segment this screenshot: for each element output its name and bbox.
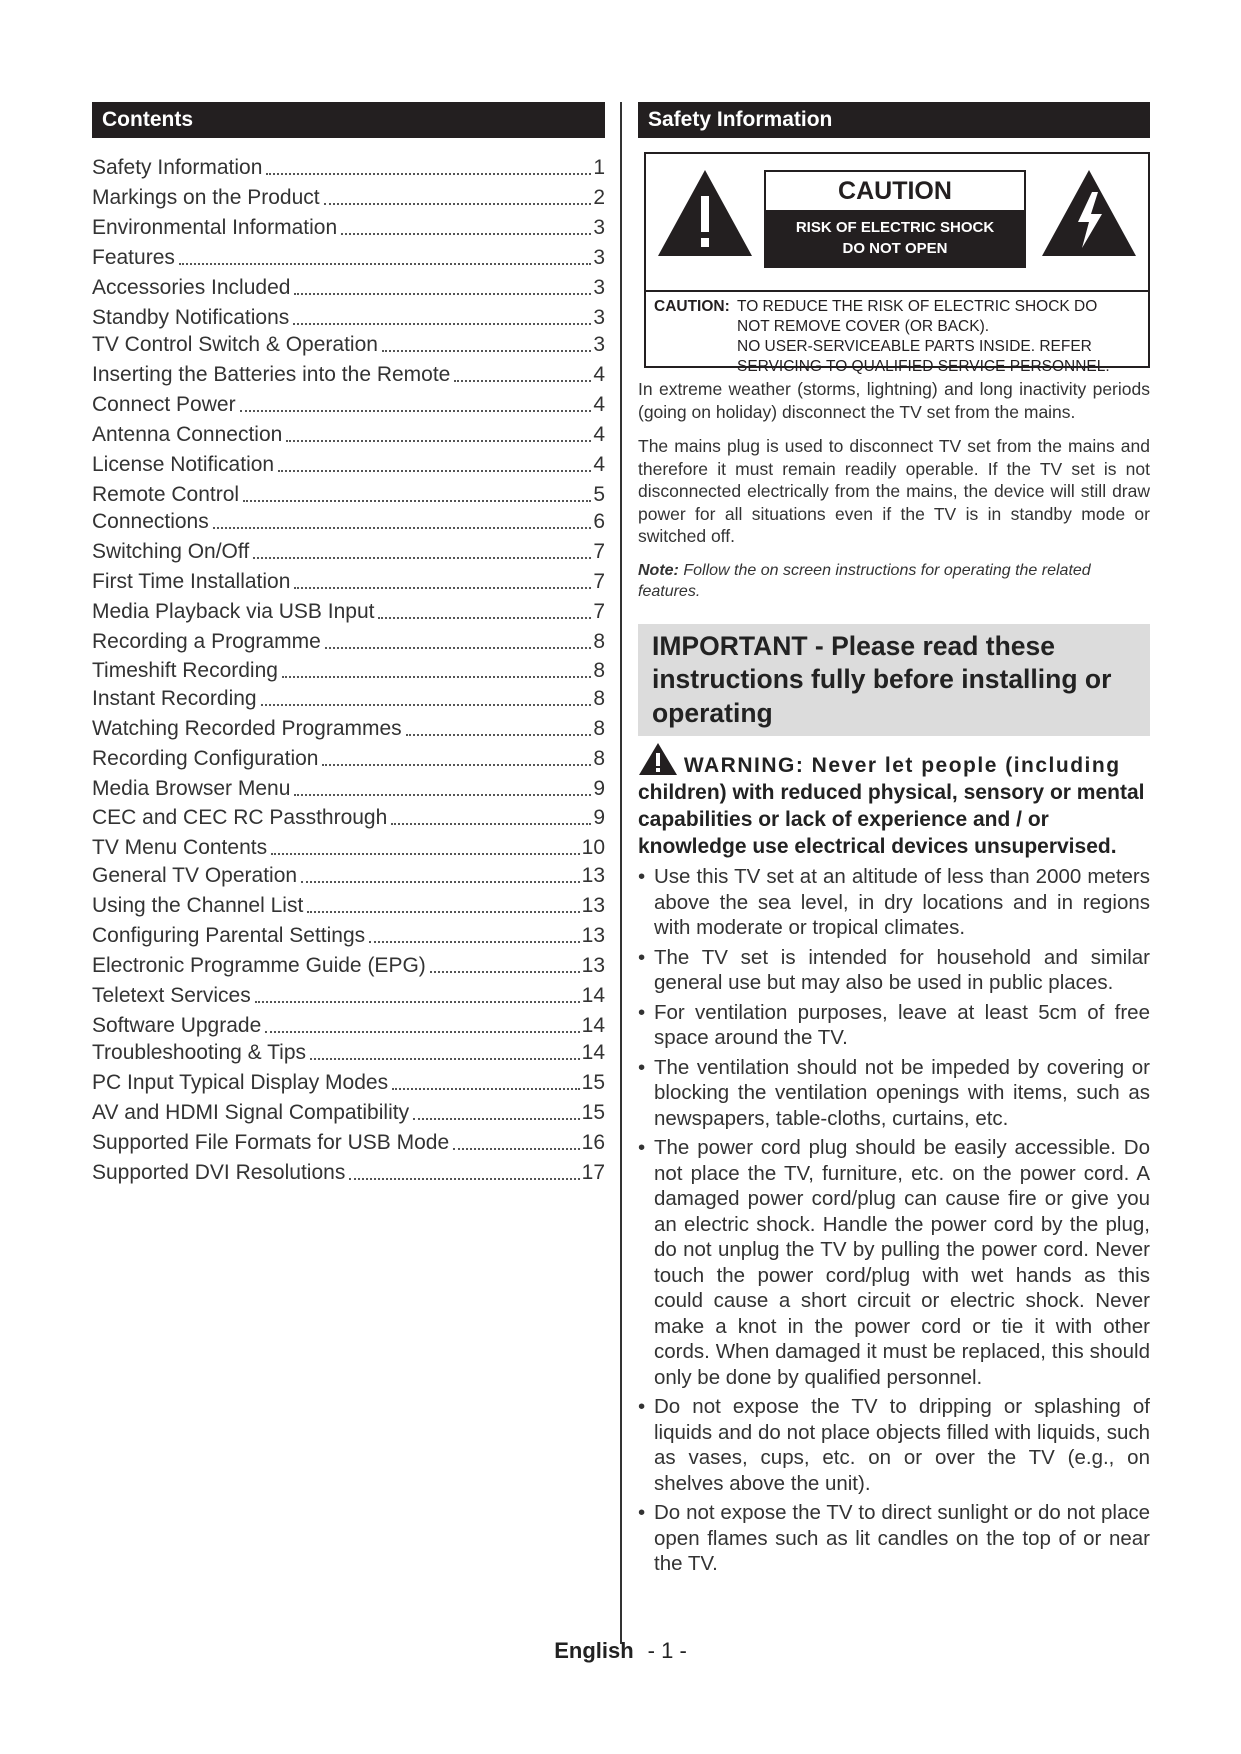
toc-entry [92, 948, 605, 978]
toc-entry [92, 417, 605, 447]
toc-entry [92, 210, 605, 240]
toc-leader-dots [294, 793, 591, 796]
safety-bullet-item: • The ventilation should not be impeded by covering or blocking the ventilation openings with items, such as newspapers, table-cloths, curtains, etc. [638, 1055, 1150, 1132]
toc-leader-dots [282, 675, 591, 678]
toc-entry-page: 8 [593, 659, 605, 682]
toc-entry-title: Using the Channel List [92, 894, 304, 917]
toc-entry-title: Switching On/Off [92, 540, 250, 563]
toc-entry-title: General TV Operation [92, 864, 298, 887]
toc-entry [92, 888, 605, 918]
toc-entry-title: First Time Installation [92, 570, 291, 593]
toc-entry [92, 1035, 605, 1065]
toc-entry-title: Timeshift Recording [92, 659, 278, 682]
toc-entry-page: 15 [581, 1101, 605, 1124]
toc-leader-dots [266, 172, 591, 175]
toc-entry [92, 534, 605, 564]
toc-entry-page: 4 [593, 393, 605, 416]
contents-heading: Contents [92, 102, 605, 138]
safety-bullet-item: • The TV set is intended for household and similar general use but may also be used in public places. [638, 945, 1150, 996]
mains-plug-paragraph: The mains plug is used to disconnect TV set from the mains and therefore it must remain readily operable. If the TV set is not disconnected electrically from the mains, the device will still draw power for all situations even if the TV is in standby mode or switched off. [638, 436, 1150, 546]
toc-entry-title: PC Input Typical Display Modes [92, 1071, 389, 1094]
toc-entry-page: 8 [593, 717, 605, 740]
toc-entry-title: Supported DVI Resolutions [92, 1161, 346, 1184]
toc-entry-title: Software Upgrade [92, 1014, 262, 1037]
caution-box [644, 152, 1150, 375]
caution-text-line-3: NO USER-SERVICEABLE PARTS INSIDE. REFER [737, 338, 1092, 355]
toc-entry-title: Connections [92, 510, 209, 533]
warning-heading: WARNING: Never let people (including [683, 754, 1121, 777]
toc-entry-page: 3 [593, 333, 605, 356]
page-footer [0, 1638, 1241, 1664]
safety-bullet-item: • For ventilation purposes, leave at least 5cm of free space around the TV. [638, 1000, 1150, 1051]
toc-entry-title: Recording Configuration [92, 747, 319, 770]
toc-leader-dots [392, 1087, 580, 1090]
toc-entry-page: 8 [593, 687, 605, 710]
toc-entry-title: Environmental Information [92, 216, 338, 239]
caution-label [764, 170, 1026, 268]
toc-entry-page: 8 [593, 747, 605, 770]
toc-entry-page: 16 [581, 1131, 605, 1154]
toc-entry [92, 240, 605, 270]
footer-language: English [554, 1638, 634, 1663]
toc-leader-dots [261, 703, 592, 706]
caution-text [654, 297, 1142, 377]
toc-entry-title: Instant Recording [92, 687, 257, 710]
toc-entry [92, 564, 605, 594]
toc-entry-title: Inserting the Batteries into the Remote [92, 363, 451, 386]
toc-entry-page: 4 [593, 423, 605, 446]
toc-leader-dots [293, 322, 591, 325]
toc-leader-dots [278, 469, 591, 472]
toc-entry-title: CEC and CEC RC Passthrough [92, 806, 388, 829]
toc-entry-page: 13 [581, 864, 605, 887]
toc-leader-dots [179, 262, 591, 265]
toc-entry-title: Markings on the Product [92, 186, 320, 209]
toc-leader-dots [271, 852, 580, 855]
toc-leader-dots [255, 1000, 580, 1003]
toc-entry-title: Troubleshooting & Tips [92, 1041, 307, 1064]
caution-text-line-1: TO REDUCE THE RISK OF ELECTRIC SHOCK DO [737, 298, 1098, 315]
toc-entry [92, 858, 605, 888]
toc-entry [92, 1155, 605, 1185]
toc-entry-page: 4 [593, 453, 605, 476]
toc-entry [92, 270, 605, 300]
toc-entry-title: Features [92, 246, 175, 269]
toc-leader-dots [294, 292, 591, 295]
toc-entry-page: 17 [581, 1161, 605, 1184]
toc-leader-dots [349, 1177, 579, 1180]
toc-entry-title: Antenna Connection [92, 423, 283, 446]
table-of-contents [92, 150, 605, 1320]
toc-leader-dots [253, 556, 591, 559]
toc-entry [92, 653, 605, 683]
toc-entry-page: 13 [581, 894, 605, 917]
toc-entry-page: 3 [593, 246, 605, 269]
contents-column [92, 102, 605, 1320]
safety-heading: Safety Information [638, 102, 1150, 138]
warning-icon [638, 742, 678, 776]
caution-subtitle [766, 212, 1024, 268]
toc-leader-dots [382, 349, 591, 352]
toc-leader-dots [240, 409, 592, 412]
caution-sub-line-2: DO NOT OPEN [842, 240, 948, 257]
toc-entry-page: 15 [581, 1071, 605, 1094]
toc-entry [92, 477, 605, 507]
toc-entry-page: 4 [593, 363, 605, 386]
toc-entry [92, 504, 605, 534]
toc-leader-dots [286, 439, 591, 442]
toc-entry-title: Supported File Formats for USB Mode [92, 1131, 450, 1154]
safety-bullet-item: • The power cord plug should be easily accessible. Do not place the TV, furniture, etc. on the power cord. A damaged power cord/plug can cause fire or give you an electric shock. Handle the power cord by the plug, do not unplug the TV by pulling the power cord. Never touch the power cord/plug with wet hands as this could cause a short circuit or electric shock. Never make a knot in the power cord or tie it with other cords. When damaged it must be replaced, this should only be done by qualified personnel. [638, 1135, 1150, 1390]
toc-entry [92, 1125, 605, 1155]
toc-leader-dots [430, 970, 580, 973]
caution-text-line-4: SERVICING TO QUALIFIED SERVICE PERSONNEL. [737, 358, 1110, 375]
warning-body: children) with reduced physical, sensory or mental capabilities or lack of experience and / or knowledge use electrical devices unsupervised. [638, 781, 1145, 858]
toc-leader-dots [322, 763, 591, 766]
weather-paragraph: In extreme weather (storms, lightning) and long inactivity periods (going on holiday) disconnect the TV set from the mains. [638, 379, 1150, 422]
toc-entry [92, 800, 605, 830]
toc-entry-title: Watching Recorded Programmes [92, 717, 402, 740]
toc-entry-page: 9 [593, 806, 605, 829]
toc-entry-page: 2 [593, 186, 605, 209]
toc-leader-dots [369, 940, 579, 943]
exclamation-warning-icon [656, 168, 754, 258]
toc-leader-dots [453, 1147, 579, 1150]
toc-entry-page: 14 [581, 984, 605, 1007]
important-banner: IMPORTANT - Please read these instructions fully before installing or operating [638, 624, 1150, 737]
toc-entry-page: 3 [593, 216, 605, 239]
toc-entry-page: 7 [593, 600, 605, 623]
warning-paragraph [638, 742, 1150, 860]
toc-leader-dots [307, 910, 579, 913]
toc-entry-page: 14 [581, 1014, 605, 1037]
toc-leader-dots [341, 232, 591, 235]
toc-leader-dots [294, 586, 591, 589]
toc-entry-title: Recording a Programme [92, 630, 321, 653]
toc-leader-dots [324, 202, 592, 205]
toc-entry-page: 13 [581, 924, 605, 947]
toc-leader-dots [310, 1057, 580, 1060]
toc-entry-title: Electronic Programme Guide (EPG) [92, 954, 426, 977]
caution-text-line-2: NOT REMOVE COVER (OR BACK). [737, 318, 990, 335]
toc-entry-page: 14 [581, 1041, 605, 1064]
toc-entry-page: 8 [593, 630, 605, 653]
caution-sub-line-1: RISK OF ELECTRIC SHOCK [795, 219, 995, 236]
column-divider [620, 102, 622, 1644]
toc-leader-dots [213, 526, 592, 529]
safety-bullet-item: • Use this TV set at an altitude of less than 2000 meters above the sea level, in dry locations and in regions with moderate or tropical climates. [638, 864, 1150, 941]
toc-leader-dots [454, 379, 591, 382]
toc-entry [92, 594, 605, 624]
toc-entry [92, 150, 605, 180]
toc-leader-dots [413, 1117, 580, 1120]
toc-entry [92, 624, 605, 654]
toc-entry-page: 9 [593, 777, 605, 800]
toc-entry-page: 5 [593, 483, 605, 506]
safety-bullet-list [638, 864, 1150, 1577]
toc-entry-page: 7 [593, 570, 605, 593]
caution-panel [646, 154, 1148, 292]
toc-entry-title: Standby Notifications [92, 306, 290, 329]
toc-leader-dots [391, 822, 591, 825]
toc-entry [92, 300, 605, 330]
toc-entry-page: 1 [593, 156, 605, 179]
toc-entry [92, 711, 605, 741]
toc-entry-page: 3 [593, 276, 605, 299]
safety-column [638, 102, 1150, 1581]
toc-entry [92, 447, 605, 477]
footer-page-number: - 1 - [647, 1638, 687, 1663]
toc-leader-dots [301, 880, 580, 883]
toc-entry-title: Connect Power [92, 393, 236, 416]
toc-entry-title: Safety Information [92, 156, 263, 179]
toc-entry [92, 327, 605, 357]
toc-entry-page: 13 [581, 954, 605, 977]
toc-leader-dots [406, 733, 592, 736]
toc-entry-page: 6 [593, 510, 605, 533]
toc-leader-dots [265, 1030, 579, 1033]
toc-entry [92, 771, 605, 801]
lightning-bolt-icon [1040, 168, 1138, 258]
toc-entry-page: 10 [581, 836, 605, 859]
note-paragraph [638, 560, 1150, 602]
toc-entry [92, 681, 605, 711]
toc-entry [92, 741, 605, 771]
toc-entry-title: Accessories Included [92, 276, 291, 299]
toc-leader-dots [243, 499, 591, 502]
caution-text-label: CAUTION: [654, 298, 730, 315]
toc-entry [92, 387, 605, 417]
toc-entry [92, 357, 605, 387]
toc-entry-page: 7 [593, 540, 605, 563]
toc-entry [92, 1008, 605, 1038]
toc-entry [92, 1065, 605, 1095]
toc-entry-title: Configuring Parental Settings [92, 924, 366, 947]
toc-entry-title: TV Menu Contents [92, 836, 268, 859]
toc-entry-page: 3 [593, 306, 605, 329]
note-text: Follow the on screen instructions for operating the related features. [638, 561, 1091, 600]
safety-bullet-item: • Do not expose the TV to dripping or splashing of liquids and do not place objects filled with liquids, such as vases, cups, etc. on or over the TV (e.g., on shelves above the unit). [638, 1394, 1150, 1496]
toc-entry [92, 1095, 605, 1125]
toc-entry-title: AV and HDMI Signal Compatibility [92, 1101, 410, 1124]
toc-leader-dots [378, 616, 591, 619]
caution-title: CAUTION [766, 172, 1024, 212]
toc-entry [92, 918, 605, 948]
toc-entry-title: Media Browser Menu [92, 777, 291, 800]
toc-entry-title: License Notification [92, 453, 275, 476]
toc-leader-dots [325, 646, 592, 649]
toc-entry-title: Remote Control [92, 483, 240, 506]
toc-entry-title: TV Control Switch & Operation [92, 333, 378, 356]
toc-entry [92, 830, 605, 860]
toc-entry [92, 978, 605, 1008]
safety-bullet-item: • Do not expose the TV to direct sunlight or do not place open flames such as lit candles on the top of or near the TV. [638, 1500, 1150, 1577]
toc-entry-title: Media Playback via USB Input [92, 600, 375, 623]
note-label: Note: [638, 561, 679, 579]
toc-entry [92, 180, 605, 210]
toc-entry-title: Teletext Services [92, 984, 251, 1007]
